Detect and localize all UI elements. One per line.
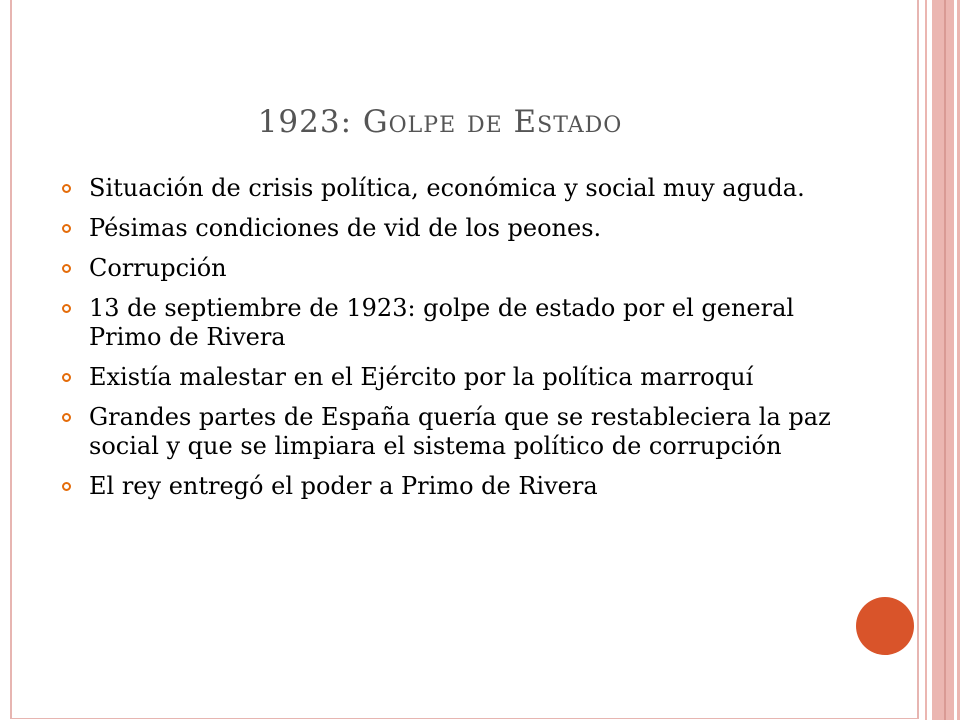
bullet-circle-icon — [62, 264, 71, 273]
bullet-circle-icon — [62, 184, 71, 193]
decorative-stripe — [925, 0, 927, 720]
bullet-text: Situación de crisis política, económica y social muy aguda. — [89, 174, 805, 202]
bullet-item — [62, 472, 842, 501]
bullet-item — [62, 174, 842, 203]
bullet-text: 13 de septiembre de 1923: golpe de estado por el general Primo de Rivera — [89, 294, 795, 351]
bullet-item — [62, 363, 842, 392]
bullet-circle-icon — [62, 304, 71, 313]
bullet-text: Existía malestar en el Ejército por la política marroquí — [89, 363, 754, 391]
bullet-circle-icon — [62, 482, 71, 491]
bullet-circle-icon — [62, 373, 71, 382]
bullet-circle-icon — [62, 413, 71, 422]
decorative-band — [932, 0, 954, 720]
bullet-item — [62, 214, 842, 243]
bullet-list — [62, 174, 842, 512]
bullet-item — [62, 403, 842, 461]
bullet-text: Corrupción — [89, 254, 227, 282]
bullet-text: Grandes partes de España quería que se restableciera la paz social y que se limpiara el sistema político de corrupción — [89, 403, 831, 460]
decorative-circle — [856, 597, 914, 655]
slide-title: 1923: Golpe de Estado — [257, 104, 623, 140]
bullet-text: El rey entregó el poder a Primo de Rivera — [89, 472, 598, 500]
bullet-circle-icon — [62, 224, 71, 233]
bullet-item — [62, 294, 842, 352]
bullet-text: Pésimas condiciones de vid de los peones. — [89, 214, 602, 242]
bullet-item — [62, 254, 842, 283]
decorative-stripe — [944, 0, 946, 720]
